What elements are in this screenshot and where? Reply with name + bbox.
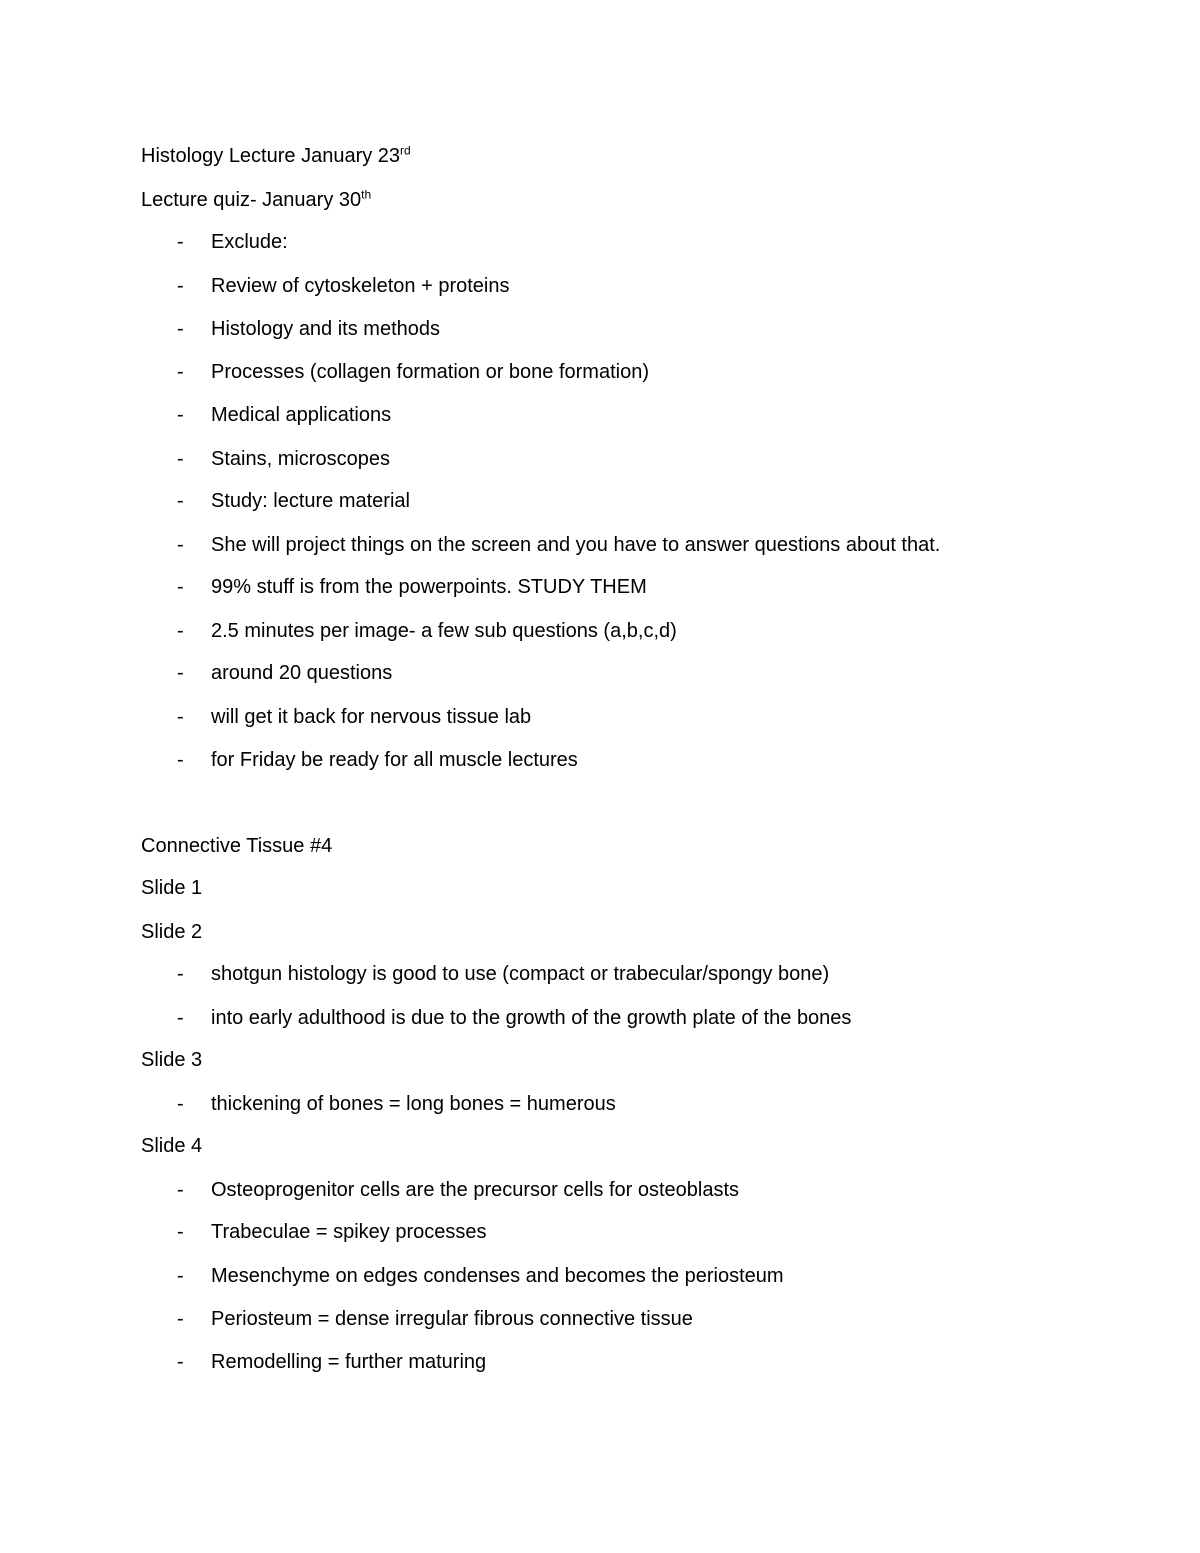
list-item-text: Processes (collagen formation or bone formation) bbox=[211, 361, 649, 383]
list-item-text: Osteoprogenitor cells are the precursor cells for osteoblasts bbox=[211, 1179, 740, 1201]
lecture-title bbox=[141, 144, 411, 168]
list-item-text: 99% stuff is from the powerpoints. STUDY THEM bbox=[211, 576, 647, 598]
list-item-text: Study: lecture material bbox=[211, 490, 410, 512]
list-item-text: Medical applications bbox=[211, 404, 392, 426]
list-item bbox=[141, 1006, 1141, 1030]
list-item-text: Remodelling = further maturing bbox=[211, 1351, 487, 1373]
quiz-date-text: Lecture quiz- January 30 bbox=[141, 189, 362, 211]
bullet-dash: - bbox=[177, 620, 184, 642]
bullet-dash: - bbox=[177, 1351, 184, 1373]
section-title: Connective Tissue #4 bbox=[141, 835, 333, 857]
slide-heading: Slide 3 bbox=[141, 1049, 203, 1071]
list-item bbox=[141, 1307, 1141, 1331]
bullet-dash: - bbox=[177, 1221, 184, 1243]
list-item bbox=[141, 1092, 1141, 1116]
list-item bbox=[141, 705, 1141, 729]
list-item bbox=[141, 489, 1141, 513]
list-item-text: Exclude: bbox=[211, 231, 288, 253]
bullet-dash: - bbox=[177, 1308, 184, 1330]
list-item-text: around 20 questions bbox=[211, 662, 393, 684]
lecture-title-superscript: rd bbox=[400, 143, 411, 158]
list-item-text: Review of cytoskeleton + proteins bbox=[211, 275, 510, 297]
list-item-text: Periosteum = dense irregular fibrous connective tissue bbox=[211, 1308, 693, 1330]
bullet-dash: - bbox=[177, 404, 184, 426]
bullet-dash: - bbox=[177, 275, 184, 297]
bullet-dash: - bbox=[177, 318, 184, 340]
list-item bbox=[141, 962, 1141, 986]
list-item bbox=[141, 403, 1141, 427]
list-item bbox=[141, 230, 1141, 254]
list-item bbox=[141, 748, 1141, 772]
slide-heading: Slide 1 bbox=[141, 877, 203, 899]
list-item bbox=[141, 1178, 1141, 1202]
list-item bbox=[141, 661, 1141, 685]
bullet-dash: - bbox=[177, 490, 184, 512]
list-item bbox=[141, 619, 1141, 643]
list-item bbox=[141, 360, 1141, 384]
list-item-text: Histology and its methods bbox=[211, 318, 441, 340]
list-item-text: She will project things on the screen and you have to answer questions about that. bbox=[211, 534, 941, 556]
list-item-text: shotgun histology is good to use (compact or trabecular/spongy bone) bbox=[211, 963, 830, 985]
bullet-dash: - bbox=[177, 706, 184, 728]
bullet-dash: - bbox=[177, 662, 184, 684]
bullet-dash: - bbox=[177, 576, 184, 598]
bullet-dash: - bbox=[177, 231, 184, 253]
list-item bbox=[141, 274, 1141, 298]
bullet-dash: - bbox=[177, 1179, 184, 1201]
lecture-title-text: Histology Lecture January 23 bbox=[141, 145, 401, 167]
quiz-date-line bbox=[141, 188, 371, 212]
list-item bbox=[141, 1220, 1141, 1244]
list-item-text: Trabeculae = spikey processes bbox=[211, 1221, 487, 1243]
list-item bbox=[141, 1264, 1141, 1288]
list-item-text: will get it back for nervous tissue lab bbox=[211, 706, 532, 728]
slide-heading: Slide 4 bbox=[141, 1135, 203, 1157]
list-item bbox=[141, 447, 1141, 471]
list-item-text: Stains, microscopes bbox=[211, 448, 390, 470]
bullet-dash: - bbox=[177, 448, 184, 470]
list-item bbox=[141, 575, 1141, 599]
list-item-text: thickening of bones = long bones = humerous bbox=[211, 1093, 616, 1115]
quiz-date-superscript: th bbox=[361, 187, 372, 202]
list-item-text: into early adulthood is due to the growth of the growth plate of the bones bbox=[211, 1007, 852, 1029]
list-item-text: for Friday be ready for all muscle lectures bbox=[211, 749, 578, 771]
bullet-dash: - bbox=[177, 1265, 184, 1287]
list-item-text: Mesenchyme on edges condenses and becomes the periosteum bbox=[211, 1265, 784, 1287]
bullet-dash: - bbox=[177, 1093, 184, 1115]
bullet-dash: - bbox=[177, 963, 184, 985]
list-item-text: 2.5 minutes per image- a few sub questions (a,b,c,d) bbox=[211, 620, 677, 642]
bullet-dash: - bbox=[177, 534, 184, 556]
bullet-dash: - bbox=[177, 361, 184, 383]
list-item bbox=[141, 1350, 1141, 1374]
bullet-dash: - bbox=[177, 749, 184, 771]
list-item bbox=[141, 317, 1141, 341]
bullet-dash: - bbox=[177, 1007, 184, 1029]
slide-heading: Slide 2 bbox=[141, 921, 203, 943]
list-item bbox=[141, 533, 1141, 557]
